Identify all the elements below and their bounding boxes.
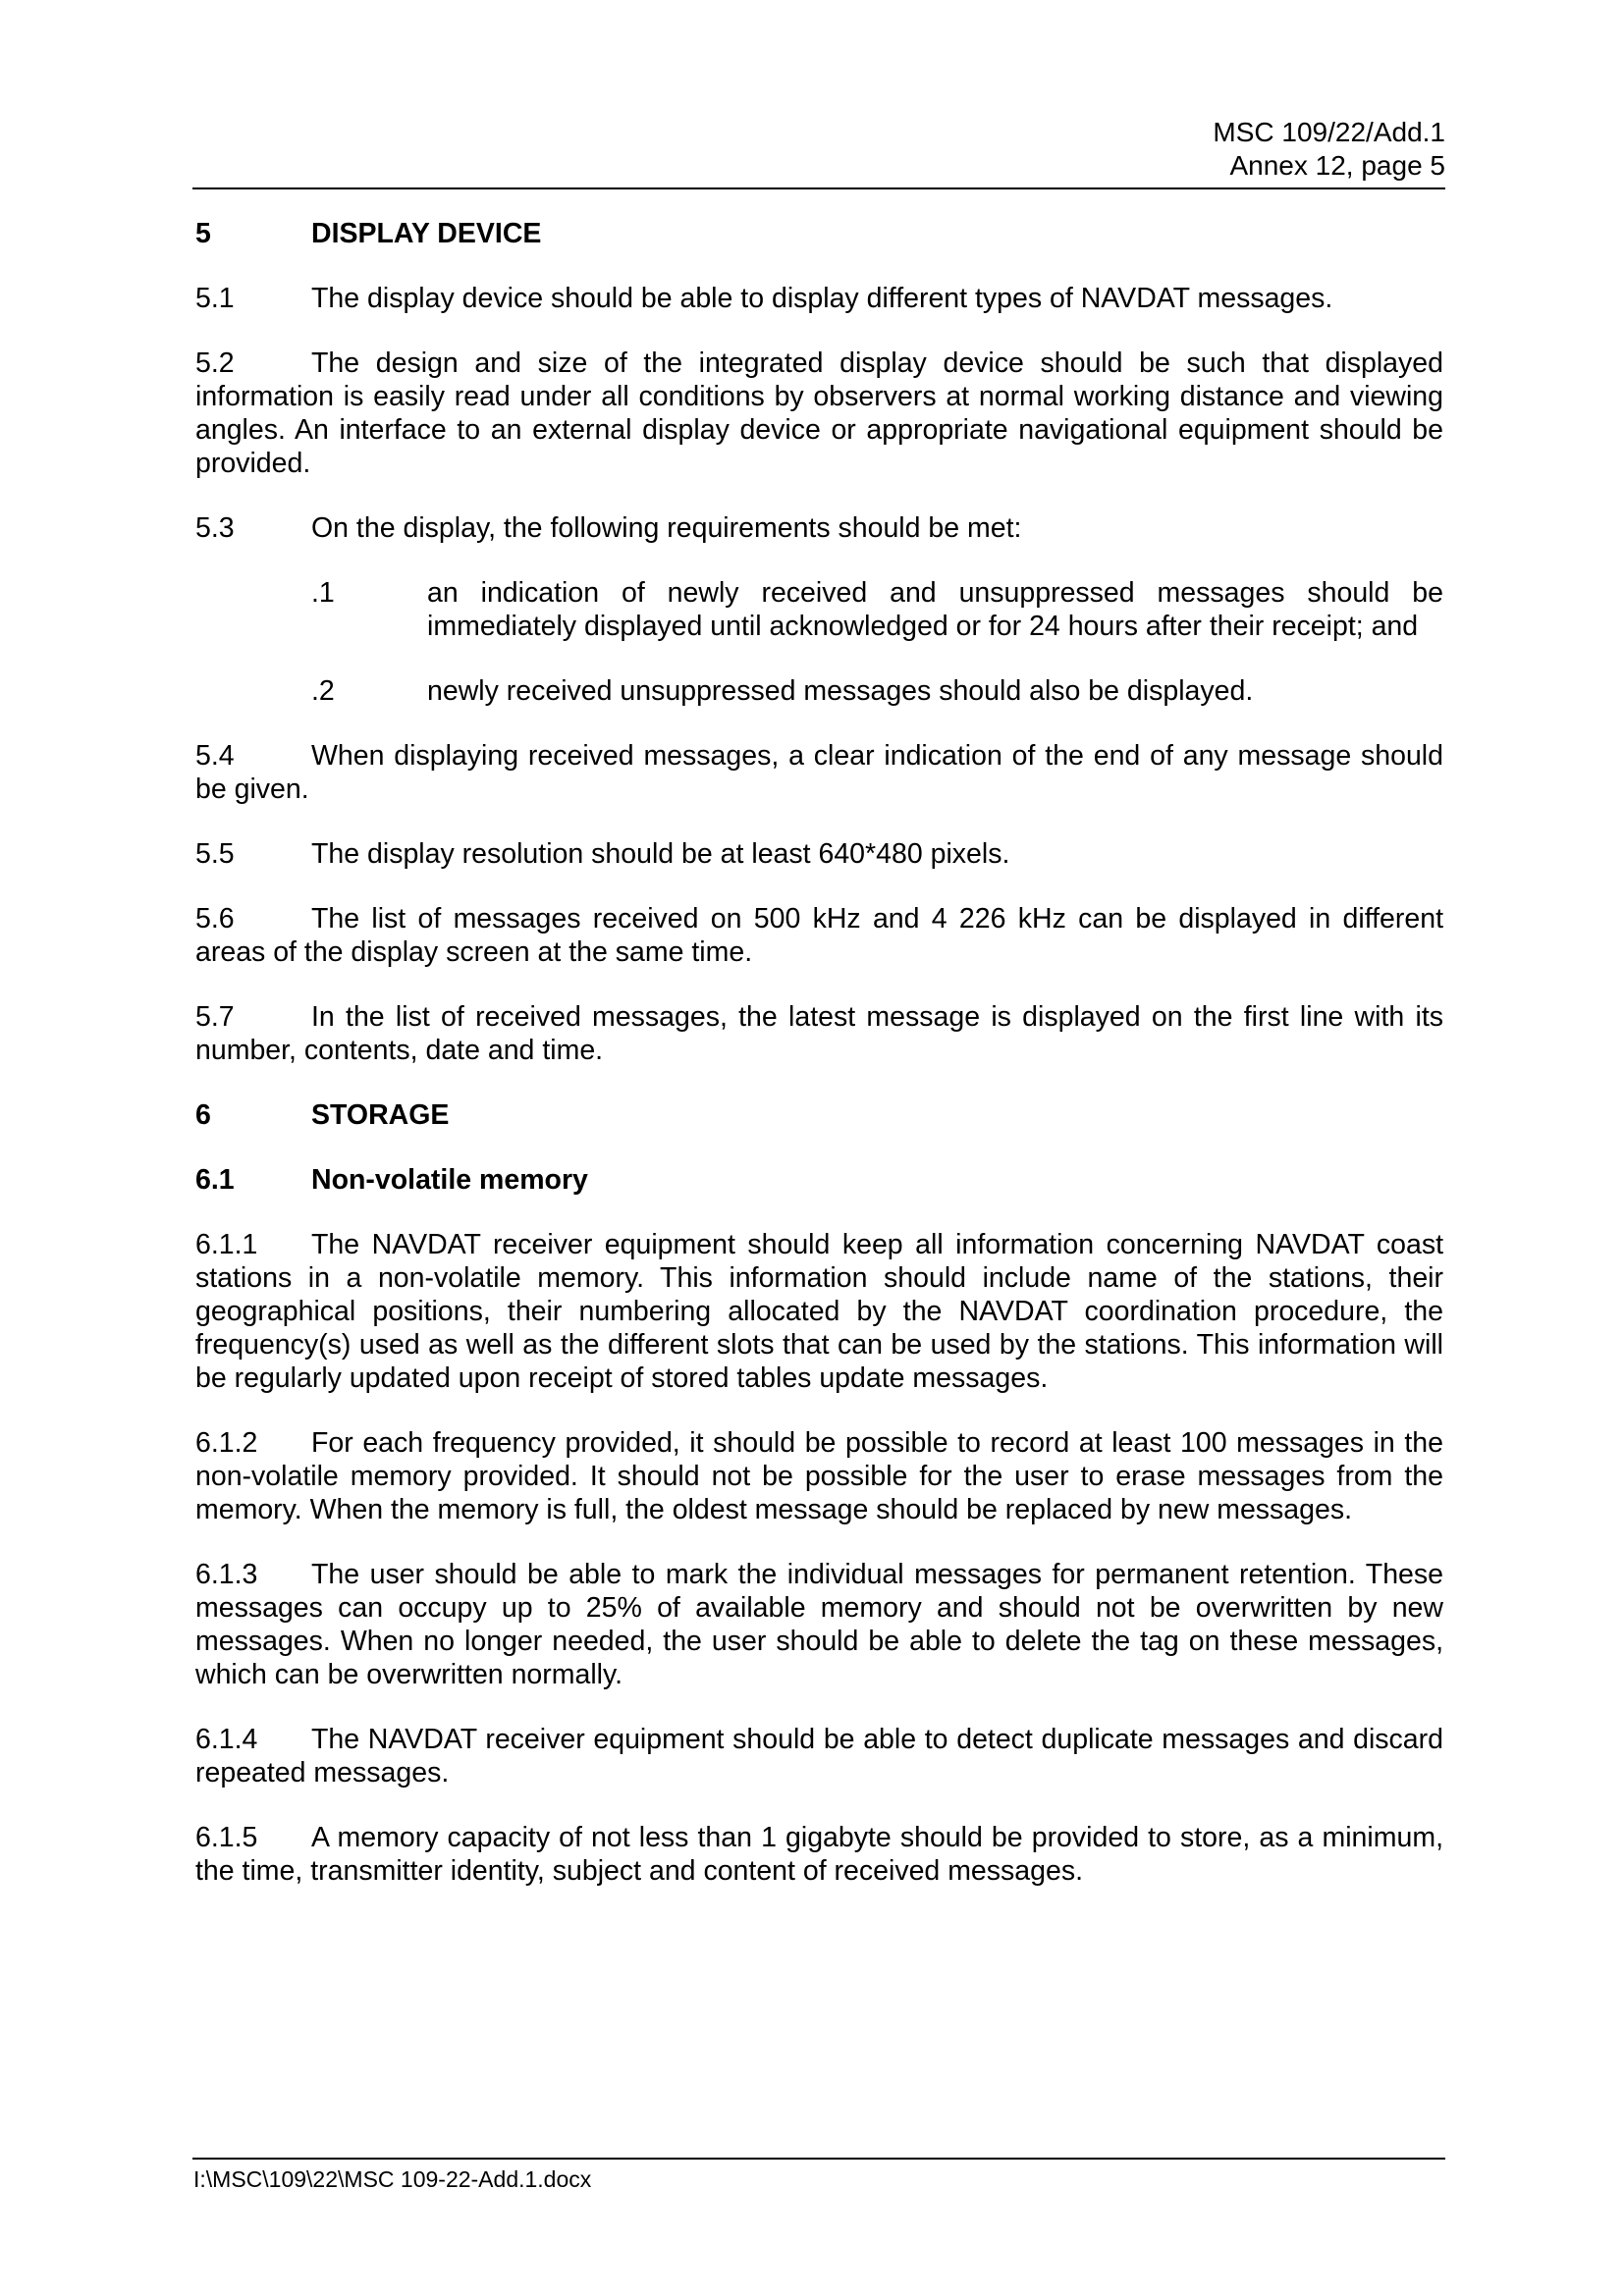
paragraph-5-2 <box>195 347 1443 480</box>
section-title: Non-volatile memory <box>311 1164 588 1196</box>
document-reference: MSC 109/22/Add.1 <box>1213 117 1445 147</box>
paragraph-number: 5.3 <box>195 512 235 544</box>
section-heading-6 <box>195 1098 1443 1132</box>
paragraph-text: A memory capacity of not less than 1 gigabyte should be provided to store, as a minimum, the time, transmitter identity, subject and content of received messages. <box>195 1822 1443 1887</box>
section-heading-5 <box>195 217 1443 250</box>
paragraph-text: The list of messages received on 500 kHz and 4 226 kHz can be displayed in different areas of the display screen at the same time. <box>195 903 1443 968</box>
list-item-5-3-1 <box>311 576 1443 643</box>
paragraph-6-1-5 <box>195 1821 1443 1888</box>
paragraph-text: For each frequency provided, it should be possible to record at least 100 messages in the non-volatile memory provided. It should not be possible for the user to erase messages from the memory. When the memory is full, the oldest message should be replaced by new messages. <box>195 1427 1443 1525</box>
page-header <box>192 116 1445 183</box>
section-number: 6 <box>195 1099 211 1131</box>
section-title: DISPLAY DEVICE <box>311 218 542 249</box>
header-divider <box>192 187 1445 189</box>
paragraph-text: The display resolution should be at least 640*480 pixels. <box>311 838 1010 870</box>
paragraph-6-1-3 <box>195 1558 1443 1691</box>
paragraph-number: 6.1.5 <box>195 1822 258 1853</box>
paragraph-5-1 <box>195 282 1443 315</box>
footer-divider <box>192 2158 1445 2160</box>
paragraph-number: 5.2 <box>195 347 235 379</box>
section-title: STORAGE <box>311 1099 450 1131</box>
paragraph-5-5 <box>195 837 1443 871</box>
paragraph-5-7 <box>195 1000 1443 1067</box>
paragraph-text: The NAVDAT receiver equipment should be able to detect duplicate messages and discard repeated messages. <box>195 1724 1443 1789</box>
paragraph-6-1-1 <box>195 1228 1443 1395</box>
page-reference: Annex 12, page 5 <box>1229 150 1445 181</box>
paragraph-number: 5.1 <box>195 283 235 314</box>
paragraph-5-3 <box>195 511 1443 545</box>
paragraph-text: The NAVDAT receiver equipment should keep all information concerning NAVDAT coast stations in a non-volatile memory. This information should include name of the stations, their geographical positions, their numbering allocated by the NAVDAT coordination procedure, the frequency(s) used as well as the different slots that can be used by the stations. This information will be regularly updated upon receipt of stored tables update messages. <box>195 1229 1443 1394</box>
paragraph-number: 6.1.1 <box>195 1229 258 1260</box>
subsection-heading-6-1 <box>195 1163 1443 1197</box>
paragraph-number: 5.7 <box>195 1001 235 1033</box>
file-path: I:\MSC\109\22\MSC 109-22-Add.1.docx <box>193 2166 592 2192</box>
list-item-text: an indication of newly received and unsuppressed messages should be immediately displayed until acknowledged or for 24 hours after their receipt; and <box>427 577 1443 642</box>
section-number: 5 <box>195 218 211 249</box>
list-item-text: newly received unsuppressed messages should also be displayed. <box>427 675 1254 707</box>
document-body <box>195 217 1443 1919</box>
list-item-number: .2 <box>311 675 335 707</box>
section-number: 6.1 <box>195 1164 235 1196</box>
paragraph-number: 5.6 <box>195 903 235 934</box>
paragraph-text: The user should be able to mark the individual messages for permanent retention. These messages can occupy up to 25% of available memory and should not be overwritten by new messages. When no longer needed, the user should be able to delete the tag on these messages, which can be overwritten normally. <box>195 1559 1443 1690</box>
paragraph-5-4 <box>195 739 1443 806</box>
paragraph-number: 6.1.2 <box>195 1427 258 1459</box>
paragraph-number: 6.1.3 <box>195 1559 258 1590</box>
paragraph-number: 6.1.4 <box>195 1724 258 1755</box>
list-item-number: .1 <box>311 577 335 609</box>
paragraph-text: The design and size of the integrated display device should be such that displayed information is easily read under all conditions by observers at normal working distance and viewing angles. An interface to an external display device or appropriate navigational equipment should be provided. <box>195 347 1443 479</box>
paragraph-text: When displaying received messages, a clear indication of the end of any message should be given. <box>195 740 1443 805</box>
list-item-5-3-2 <box>311 674 1443 708</box>
paragraph-text: On the display, the following requirements should be met: <box>311 512 1022 544</box>
paragraph-6-1-2 <box>195 1426 1443 1526</box>
paragraph-number: 5.5 <box>195 838 235 870</box>
paragraph-text: In the list of received messages, the latest message is displayed on the first line with its number, contents, date and time. <box>195 1001 1443 1066</box>
paragraph-number: 5.4 <box>195 740 235 772</box>
paragraph-5-6 <box>195 902 1443 969</box>
paragraph-6-1-4 <box>195 1723 1443 1789</box>
paragraph-text: The display device should be able to display different types of NAVDAT messages. <box>311 283 1333 314</box>
